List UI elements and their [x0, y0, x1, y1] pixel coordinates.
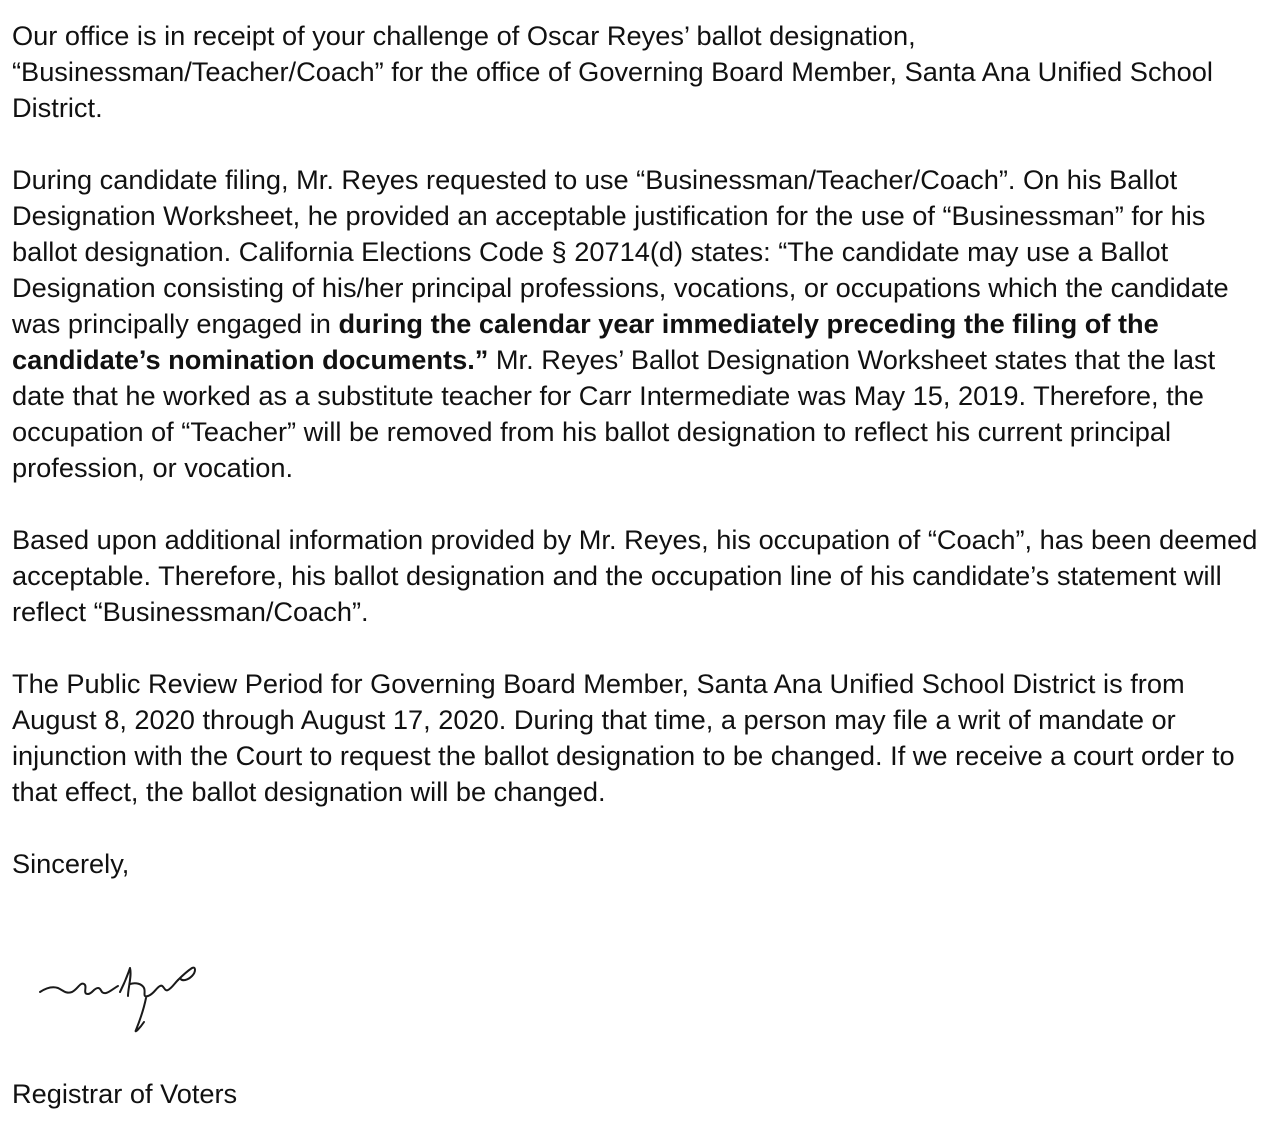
filing-text-start: During candidate filing, Mr. Reyes requested to use “Businessman/Teacher/Coach”. On his Ballot Designation Worksheet, he provided an acceptable justification for the use of “Businessman” for his ballot designation. California Elections Code § 20714(d) states: “The candidate may use a Ballot Designation consisting of his/her principal professions, vocations, or occupations which the candidate was principally engaged in	[12, 164, 1229, 339]
paragraph-receipt: Our office is in receipt of your challenge of Oscar Reyes’ ballot designation, “Businessman/Teacher/Coach” for the office of Governing Board Member, Santa Ana Unified School District.	[12, 20, 1213, 123]
filing-emphasis: during the calendar year immediately preceding the filing of the candidate’s nomination documents.”	[12, 308, 1159, 375]
filing-text-end: Mr. Reyes’ Ballot Designation Worksheet states that the last date that he worked as a substitute teacher for Carr Intermediate was May 15, 2019. Therefore, the occupation of “Teacher” will be removed from his ballot designation to reflect his current principal profession, or vocation.	[12, 344, 1216, 483]
signature-image	[36, 958, 236, 1040]
signature-icon	[36, 958, 236, 1040]
letter-body	[12, 18, 1262, 882]
signer-title: Registrar of Voters	[12, 1078, 238, 1109]
paragraph-coach: Based upon additional information provided by Mr. Reyes, his occupation of “Coach”, has been deemed acceptable. Therefore, his ballot designation and the occupation line of his candidate’s statement will reflect “Businessman/Coach”.	[12, 524, 1258, 627]
paragraph-filing	[12, 162, 1262, 486]
closing-salutation: Sincerely,	[12, 848, 130, 879]
paragraph-review-period: The Public Review Period for Governing Board Member, Santa Ana Unified School District is from August 8, 2020 through August 17, 2020. During that time, a person may file a writ of mandate or injunction with the Court to request the ballot designation to be changed. If we receive a court order to that effect, the ballot designation will be changed.	[12, 668, 1235, 807]
